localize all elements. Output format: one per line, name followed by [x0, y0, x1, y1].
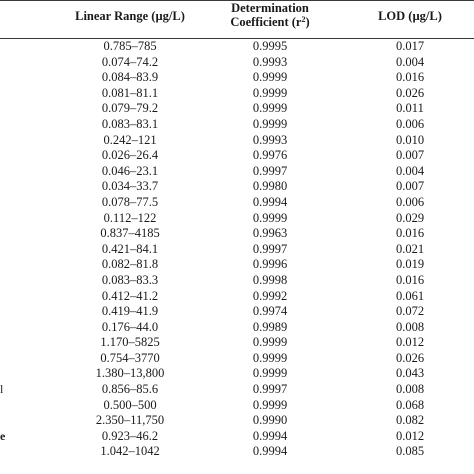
table-row — [0, 429, 474, 445]
header-lod: LOD (µg/L) — [378, 9, 442, 23]
determination-coefficient-cell: 0.9990 — [252, 413, 288, 428]
table-body — [0, 39, 474, 460]
row-name-cell: l — [0, 382, 4, 397]
linear-range-cell: 0.837–4185 — [100, 226, 160, 241]
lod-cell: 0.011 — [396, 101, 424, 116]
lod-cell: 0.026 — [395, 85, 425, 100]
lod-cell: 0.019 — [395, 257, 425, 272]
table-row — [0, 70, 474, 86]
linear-range-cell: 0.046–23.1 — [101, 163, 159, 178]
determination-coefficient-cell: 0.9997 — [252, 382, 288, 397]
table-row — [0, 242, 474, 258]
linear-range-cell: 0.923–46.2 — [101, 428, 159, 443]
table-row — [0, 366, 474, 382]
determination-coefficient-cell: 0.9999 — [252, 397, 288, 412]
linear-range-cell: 1.042–1042 — [100, 444, 160, 459]
linear-range-cell: 0.083–83.3 — [101, 272, 159, 287]
linear-range-cell: 0.084–83.9 — [101, 70, 159, 85]
lod-cell: 0.007 — [395, 148, 425, 163]
determination-coefficient-cell: 0.9997 — [252, 163, 288, 178]
lod-cell: 0.061 — [395, 288, 425, 303]
linear-range-cell: 0.078–77.5 — [101, 194, 159, 209]
table-row — [0, 211, 474, 227]
linear-range-cell: 0.081–81.1 — [101, 85, 159, 100]
linear-range-cell: 0.785–785 — [103, 39, 157, 53]
header-determination-coefficient — [195, 1, 345, 29]
lod-cell: 0.021 — [395, 241, 425, 256]
linear-range-cell: 0.079–79.2 — [101, 101, 159, 116]
table-row — [0, 335, 474, 351]
linear-range-cell: 0.500–500 — [103, 397, 157, 412]
table-row — [0, 257, 474, 273]
lod-cell: 0.004 — [395, 163, 425, 178]
determination-coefficient-cell: 0.9999 — [252, 85, 288, 100]
table-row — [0, 148, 474, 164]
table-row — [0, 133, 474, 149]
determination-coefficient-cell: 0.9993 — [252, 54, 288, 69]
table-row — [0, 195, 474, 211]
determination-coefficient-cell: 0.9989 — [252, 319, 288, 334]
determination-coefficient-cell: 0.9993 — [252, 132, 288, 147]
determination-coefficient-cell: 0.9996 — [252, 257, 288, 272]
linear-range-cell: 1.380–13,800 — [95, 366, 165, 381]
row-name-cell: e — [0, 428, 6, 443]
lod-cell: 0.012 — [395, 335, 425, 350]
lod-cell: 0.016 — [395, 70, 425, 85]
determination-coefficient-cell: 0.9963 — [252, 226, 288, 241]
table-row — [0, 382, 474, 398]
table-row — [0, 413, 474, 429]
linear-range-cell: 0.026–26.4 — [101, 148, 159, 163]
lod-cell: 0.004 — [395, 54, 425, 69]
table-row — [0, 273, 474, 289]
linear-range-cell: 1.170–5825 — [100, 335, 160, 350]
table-row — [0, 304, 474, 320]
lod-cell: 0.008 — [395, 382, 425, 397]
linear-range-cell: 2.350–11,750 — [95, 413, 165, 428]
determination-coefficient-cell: 0.9994 — [252, 444, 288, 459]
determination-coefficient-cell: 0.9994 — [252, 428, 288, 443]
linear-range-cell: 0.034–33.7 — [101, 179, 159, 194]
linear-range-cell: 0.112–122 — [103, 210, 157, 225]
lod-cell: 0.006 — [395, 116, 425, 131]
lod-cell: 0.072 — [395, 304, 425, 319]
determination-coefficient-cell: 0.9999 — [252, 70, 288, 85]
table-row — [0, 289, 474, 305]
table-row — [0, 101, 474, 117]
linear-range-cell: 0.176–44.0 — [101, 319, 159, 334]
table-row — [0, 164, 474, 180]
header-coef-superscript: 2 — [301, 15, 306, 24]
lod-cell: 0.010 — [395, 132, 425, 147]
determination-coefficient-cell: 0.9999 — [252, 366, 288, 381]
determination-coefficient-cell: 0.9976 — [252, 148, 288, 163]
determination-coefficient-cell: 0.9998 — [252, 272, 288, 287]
table-row — [0, 55, 474, 71]
table-row — [0, 117, 474, 133]
linear-range-cell: 0.419–41.9 — [101, 304, 159, 319]
determination-coefficient-cell: 0.9992 — [252, 288, 288, 303]
table-row — [0, 86, 474, 102]
linear-range-cell: 0.083–83.1 — [101, 116, 159, 131]
header-linear-range: Linear Range (µg/L) — [75, 9, 185, 23]
determination-coefficient-cell: 0.9999 — [252, 116, 288, 131]
determination-coefficient-cell: 0.9999 — [252, 350, 288, 365]
lod-cell: 0.012 — [395, 428, 425, 443]
lod-cell: 0.029 — [395, 210, 425, 225]
header-coef-line2: Coefficient (r — [230, 15, 302, 29]
header-coef-close: ) — [305, 15, 310, 29]
linear-range-cell: 0.242–121 — [103, 132, 157, 147]
linear-range-cell: 0.412–41.2 — [101, 288, 159, 303]
linear-range-cell: 0.074–74.2 — [101, 54, 159, 69]
determination-coefficient-cell: 0.9999 — [252, 210, 288, 225]
lod-cell: 0.085 — [395, 444, 425, 459]
determination-coefficient-cell: 0.9995 — [252, 39, 288, 53]
lod-cell: 0.016 — [395, 272, 425, 287]
lod-cell: 0.068 — [395, 397, 425, 412]
lod-cell: 0.082 — [395, 413, 425, 428]
lod-cell: 0.007 — [395, 179, 425, 194]
lod-cell: 0.026 — [395, 350, 425, 365]
table-row — [0, 179, 474, 195]
determination-coefficient-cell: 0.9974 — [252, 304, 288, 319]
determination-coefficient-cell: 0.9994 — [252, 194, 288, 209]
lod-cell: 0.006 — [395, 194, 425, 209]
determination-coefficient-cell: 0.9999 — [252, 101, 288, 116]
lod-cell: 0.043 — [395, 366, 425, 381]
lod-cell: 0.008 — [395, 319, 425, 334]
determination-coefficient-cell: 0.9997 — [252, 241, 288, 256]
header-coef-line1: Determination — [231, 1, 309, 15]
table-row — [0, 444, 474, 460]
table-row — [0, 351, 474, 367]
determination-coefficient-cell: 0.9980 — [252, 179, 288, 194]
linear-range-cell: 0.421–84.1 — [101, 241, 159, 256]
lod-cell: 0.017 — [395, 39, 425, 53]
lod-cell: 0.016 — [395, 226, 425, 241]
linear-range-cell: 0.082–81.8 — [101, 257, 159, 272]
linear-range-cell: 0.856–85.6 — [101, 382, 159, 397]
table-row — [0, 320, 474, 336]
linear-range-cell: 0.754–3770 — [100, 350, 160, 365]
determination-coefficient-cell: 0.9999 — [252, 335, 288, 350]
table-row — [0, 39, 474, 55]
table-row — [0, 398, 474, 414]
table-row — [0, 226, 474, 242]
